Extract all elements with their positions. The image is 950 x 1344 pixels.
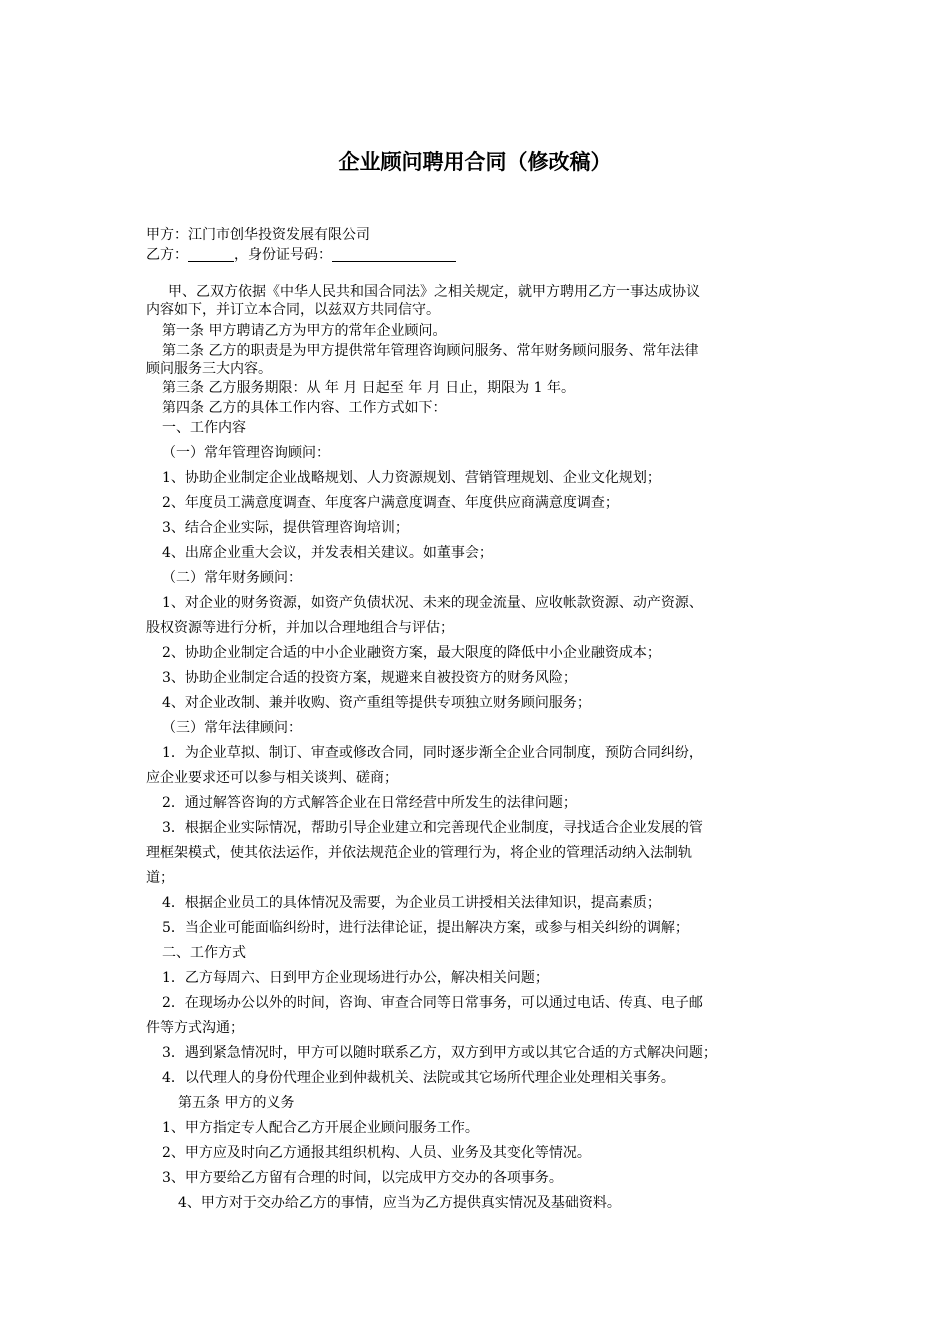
- document-title: 企业顾问聘用合同（修改稿）: [338, 150, 612, 174]
- list-item: 2、年度员工满意度调查、年度客户满意度调查、年度供应商满意度调查；: [162, 495, 619, 511]
- list-item: 3．遇到紧急情况时，甲方可以随时联系乙方，双方到甲方或以其它合适的方式解决问题；: [162, 1045, 717, 1061]
- list-item: 1．乙方每周六、日到甲方企业现场进行办公，解决相关问题；: [162, 970, 549, 986]
- party-b-prefix: 乙方：: [146, 247, 188, 263]
- article-1: 第一条 甲方聘请乙方为甲方的常年企业顾问。: [162, 323, 447, 339]
- intro-line-2: 内容如下，并订立本合同，以兹双方共同信守。: [146, 302, 440, 318]
- list-item-continued: 股权资源等进行分析，并加以合理地组合与评估；: [146, 620, 454, 636]
- subsection-3-heading: （三）常年法律顾问：: [162, 720, 302, 736]
- list-item-continued: 道；: [146, 870, 174, 886]
- party-b: [146, 244, 806, 264]
- list-item: 1、甲方指定专人配合乙方开展企业顾问服务工作。: [162, 1120, 479, 1136]
- list-item: 1、协助企业制定企业战略规划、人力资源规划、营销管理规划、企业文化规划；: [162, 470, 661, 486]
- list-item: 3、协助企业制定合适的投资方案，规避来自被投资方的财务风险；: [162, 670, 577, 686]
- article-3: 第三条 乙方服务期限：从 年 月 日起至 年 月 日止，期限为 1 年。: [162, 380, 575, 396]
- list-item: 4、出席企业重大会议，并发表相关建议。如董事会；: [162, 545, 493, 561]
- article-5: 第五条 甲方的义务: [178, 1095, 295, 1111]
- list-item: 4、对企业改制、兼并收购、资产重组等提供专项独立财务顾问服务；: [162, 695, 591, 711]
- intro-line-1: 甲、乙双方依据《中华人民共和国合同法》之相关规定，就甲方聘用乙方一事达成协议: [168, 284, 700, 300]
- party-b-id-label: ，身份证号码：: [234, 247, 332, 263]
- list-item: 1．为企业草拟、制订、审查或修改合同，同时逐步渐全企业合同制度，预防合同纠纷，: [162, 745, 703, 761]
- list-item: 3．根据企业实际情况，帮助引导企业建立和完善现代企业制度，寻找适合企业发展的管: [162, 820, 703, 836]
- party-b-name-blank: [188, 246, 234, 262]
- list-item: 1、对企业的财务资源，如资产负债状况、未来的现金流量、应收帐款资源、动产资源、: [162, 595, 703, 611]
- list-item: 4、甲方对于交办给乙方的事情，应当为乙方提供真实情况及基础资料。: [178, 1195, 621, 1211]
- subsection-2-heading: （二）常年财务顾问：: [162, 570, 302, 586]
- list-item: 2．在现场办公以外的时间，咨询、审查合同等日常事务，可以通过电话、传真、电子邮: [162, 995, 703, 1011]
- list-item: 2．通过解答咨询的方式解答企业在日常经营中所发生的法律问题；: [162, 795, 577, 811]
- list-item-continued: 理框架模式，使其依法运作，并依法规范企业的管理行为，将企业的管理活动纳入法制轨: [146, 845, 692, 861]
- article-2-line-1: 第二条 乙方的职责是为甲方提供常年管理咨询顾问服务、常年财务顾问服务、常年法律: [162, 343, 699, 359]
- section-2-heading: 二、工作方式: [162, 945, 246, 961]
- list-item: 4．根据企业员工的具体情况及需要，为企业员工讲授相关法律知识，提高素质；: [162, 895, 661, 911]
- party-a: 甲方：江门市创华投资发展有限公司: [146, 227, 370, 243]
- list-item-continued: 件等方式沟通；: [146, 1020, 244, 1036]
- article-2-line-2: 顾问服务三大内容。: [146, 361, 272, 377]
- list-item: 2、协助企业制定合适的中小企业融资方案，最大限度的降低中小企业融资成本；: [162, 645, 661, 661]
- section-1-heading: 一、工作内容: [162, 420, 246, 436]
- list-item: 2、甲方应及时向乙方通报其组织机构、人员、业务及其变化等情况。: [162, 1145, 591, 1161]
- list-item: 3、结合企业实际，提供管理咨询培训；: [162, 520, 409, 536]
- article-4: 第四条 乙方的具体工作内容、工作方式如下：: [162, 400, 447, 416]
- list-item: 5．当企业可能面临纠纷时，进行法律论证，提出解决方案，或参与相关纠纷的调解；: [162, 920, 689, 936]
- list-item: 3、甲方要给乙方留有合理的时间，以完成甲方交办的各项事务。: [162, 1170, 563, 1186]
- subsection-1-heading: （一）常年管理咨询顾问：: [162, 445, 330, 461]
- party-b-id-blank: [332, 246, 456, 262]
- list-item-continued: 应企业要求还可以参与相关谈判、磋商；: [146, 770, 398, 786]
- list-item: 4．以代理人的身份代理企业到仲裁机关、法院或其它场所代理企业处理相关事务。: [162, 1070, 675, 1086]
